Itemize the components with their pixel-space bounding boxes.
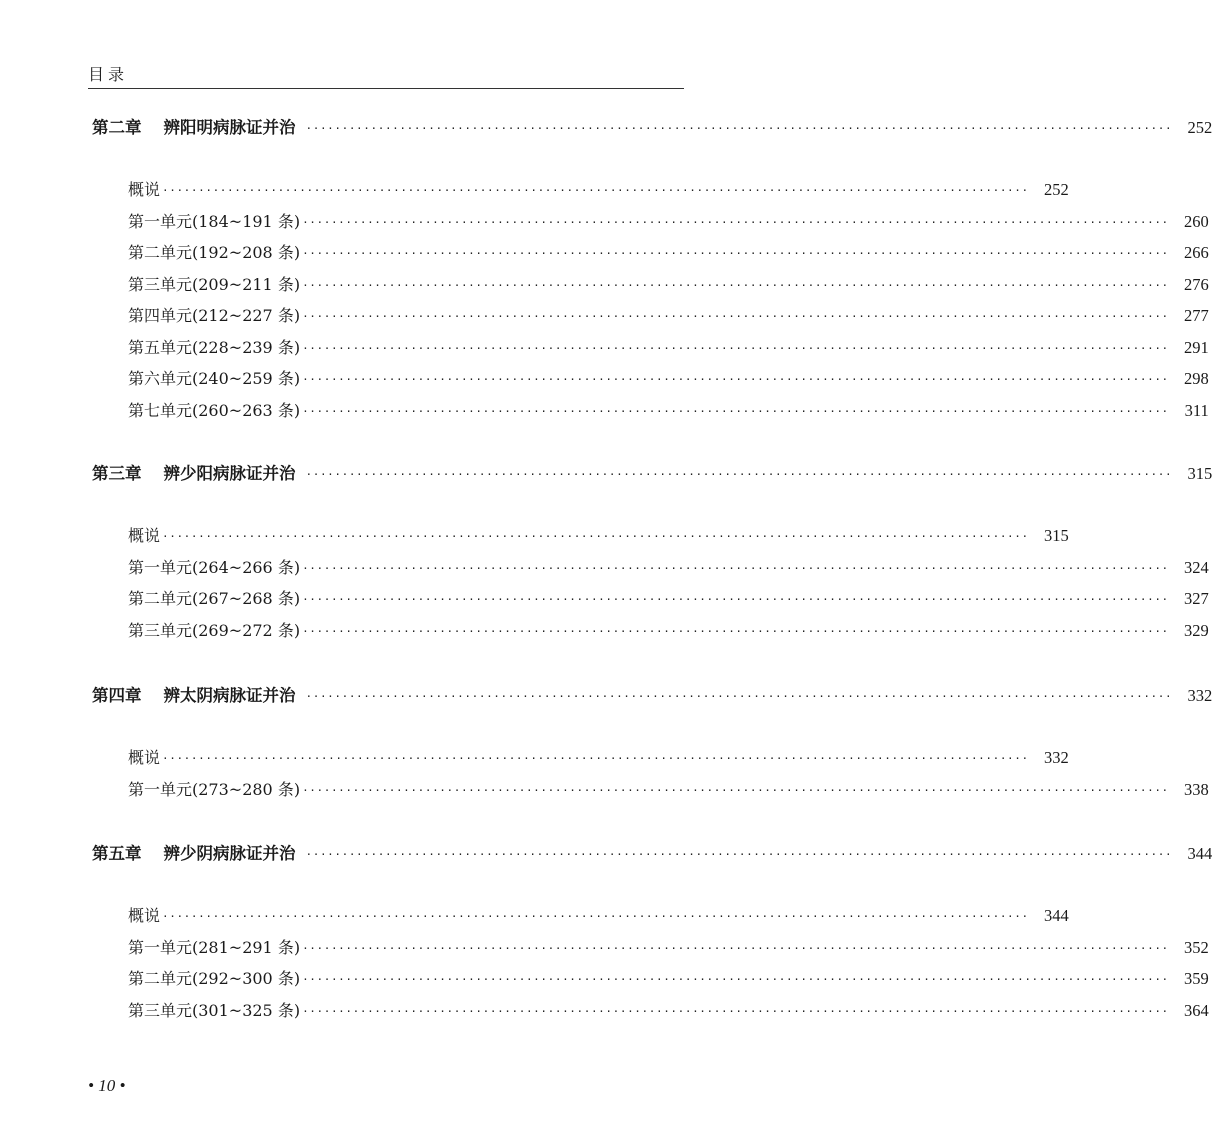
toc-section-entry[interactable] [128,587,1209,611]
chapter-number: 第三章 [92,464,142,483]
dot-leader: ························································································································ [302,561,1169,575]
chapter-page-number: 344 [1187,844,1212,863]
dot-leader: ························································································································ [302,278,1169,292]
section-page-number: 338 [1184,779,1209,799]
toc-chapter-entry[interactable] [92,684,1212,708]
section-page-number: 332 [1043,748,1069,767]
dot-leader: ························································································································ [302,624,1169,638]
page-number: • 10 • [88,1076,126,1095]
section-page-number: 260 [1184,211,1209,231]
toc-section-entry[interactable] [128,936,1209,960]
section-page-number: 359 [1184,969,1209,988]
toc-section-entry[interactable] [128,273,1209,297]
toc-chapter-entry[interactable] [92,462,1212,486]
toc-section-entry[interactable] [128,999,1209,1023]
running-header-title: 目录 [88,65,129,84]
dot-leader: ························································································································ [302,941,1169,955]
section-title: 第一单元(184~191 条) [128,211,301,231]
dot-leader: ························································································································ [162,910,1029,923]
section-title: 第二单元(292~300 条) [128,969,301,988]
dot-leader: ························································································································ [302,973,1169,986]
toc-section-entry[interactable] [128,556,1209,580]
dot-leader: ························································································································ [305,690,1173,703]
section-page-number: 291 [1184,337,1209,357]
section-page-number: 298 [1184,369,1209,388]
header-rule [88,88,684,89]
dot-leader: ························································································································ [302,310,1169,323]
toc-section-entry[interactable] [128,210,1209,234]
dot-leader: ························································································································ [302,1004,1169,1018]
section-title: 第二单元(267~268 条) [128,589,301,608]
section-title: 概说 [128,180,161,199]
dot-leader: ························································································································ [302,373,1169,386]
toc-section-entry[interactable] [128,367,1209,391]
section-page-number: 324 [1184,557,1209,577]
dot-leader: ························································································································ [305,468,1173,481]
chapter-number: 第五章 [92,844,142,863]
section-title: 第一单元(264~266 条) [128,557,301,577]
section-title: 第六单元(240~259 条) [128,369,301,388]
toc-section-entry[interactable] [128,619,1209,643]
dot-leader: ························································································································ [305,848,1173,861]
section-page-number: 327 [1184,589,1209,608]
chapter-page-number: 315 [1187,464,1212,483]
section-page-number: 344 [1043,906,1069,925]
section-page-number: 311 [1184,400,1209,420]
section-title: 概说 [128,906,161,925]
section-page-number: 266 [1184,243,1209,262]
toc-section-entry[interactable] [128,304,1209,328]
dot-leader: ························································································································ [302,593,1169,606]
section-page-number: 276 [1184,274,1209,294]
section-title: 第七单元(260~263 条) [128,400,301,420]
section-page-number: 329 [1184,620,1209,640]
toc-section-entry[interactable] [128,967,1209,991]
chapter-page-number: 252 [1187,118,1212,137]
toc-chapter-entry[interactable] [92,842,1212,866]
dot-leader: ························································································································ [302,341,1169,355]
section-page-number: 252 [1043,180,1069,199]
dot-leader: ························································································································ [302,215,1169,229]
dot-leader: ························································································································ [302,783,1169,797]
chapter-number: 第二章 [92,118,142,137]
toc-section-entry[interactable] [128,178,1069,202]
section-title: 概说 [128,526,161,545]
chapter-title: 辨太阴病脉证并治 [163,686,296,705]
toc-section-entry[interactable] [128,778,1209,802]
chapter-title: 辨阳明病脉证并治 [163,118,296,137]
toc-section-entry[interactable] [128,399,1209,423]
toc-section-entry[interactable] [128,904,1069,928]
toc-section-entry[interactable] [128,746,1069,770]
section-title: 第一单元(273~280 条) [128,779,301,799]
section-title: 第二单元(192~208 条) [128,243,301,262]
section-title: 第三单元(209~211 条) [128,274,301,294]
chapter-title: 辨少阳病脉证并治 [163,464,296,483]
toc-chapter-entry[interactable] [92,116,1212,140]
toc-section-entry[interactable] [128,524,1069,548]
dot-leader: ························································································································ [162,752,1029,765]
chapter-title: 辨少阴病脉证并治 [163,844,296,863]
dot-leader: ························································································································ [302,404,1169,418]
section-page-number: 364 [1184,1000,1209,1020]
section-title: 第三单元(301~325 条) [128,1000,301,1020]
section-page-number: 277 [1184,306,1209,325]
section-title: 第一单元(281~291 条) [128,937,301,957]
section-page-number: 352 [1184,937,1209,957]
dot-leader: ························································································································ [162,184,1029,197]
dot-leader: ························································································································ [162,530,1029,543]
section-page-number: 315 [1043,526,1069,545]
dot-leader: ························································································································ [302,247,1169,260]
toc-section-entry[interactable] [128,241,1209,265]
section-title: 概说 [128,748,161,767]
section-title: 第三单元(269~272 条) [128,620,301,640]
section-title: 第四单元(212~227 条) [128,306,301,325]
dot-leader: ························································································································ [305,122,1173,135]
section-title: 第五单元(228~239 条) [128,337,301,357]
chapter-number: 第四章 [92,686,142,705]
chapter-page-number: 332 [1187,686,1212,705]
toc-section-entry[interactable] [128,336,1209,360]
